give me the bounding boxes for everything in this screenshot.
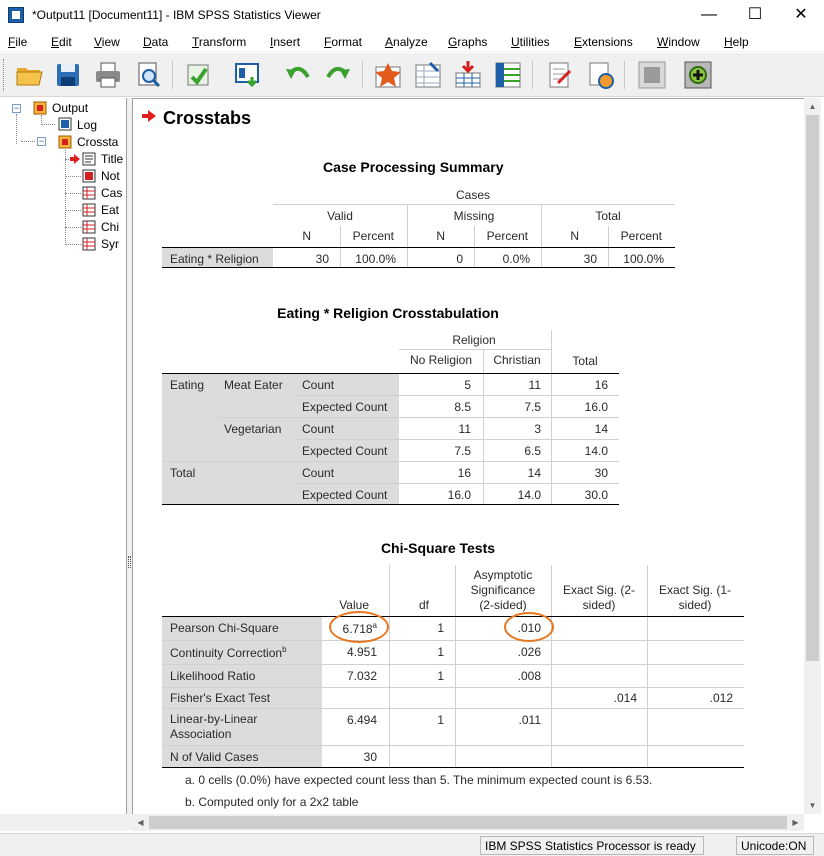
chi-continuity-value: 4.951: [346, 645, 377, 659]
menu-insert[interactable]: Insert: [270, 35, 301, 49]
cps-valid-percent: 100.0%: [355, 252, 396, 266]
vertical-scrollbar[interactable]: [804, 98, 821, 814]
scroll-left-arrow-icon[interactable]: ◀: [137, 818, 144, 827]
chi-continuity-sig: .026: [517, 645, 541, 659]
scroll-right-arrow-icon[interactable]: ▶: [792, 818, 799, 827]
case-summary-icon: [82, 186, 96, 200]
divider: [162, 267, 675, 268]
collapse-crosstabs-icon[interactable]: −: [38, 136, 45, 146]
variables-icon[interactable]: [492, 59, 524, 91]
menu-window[interactable]: Window: [657, 35, 700, 49]
tree-notes[interactable]: Not: [101, 169, 120, 183]
goto-variable-icon[interactable]: [452, 59, 484, 91]
tree-title[interactable]: Title: [101, 152, 124, 166]
cps-cases-header: Cases: [455, 188, 490, 202]
footnote-b: b. Computed only for a 2x2 table: [185, 795, 359, 809]
print-icon[interactable]: [92, 59, 124, 91]
output-pane: [132, 98, 804, 814]
export-icon[interactable]: [182, 59, 214, 91]
chi-exact2-header: Exact Sig. (2-: [562, 583, 636, 597]
crosstab-cell: 14.0: [584, 444, 608, 458]
toolbar-separator: [624, 61, 625, 89]
toolbar-separator: [362, 61, 363, 89]
tree-line: [65, 227, 81, 228]
chi-square-table-icon: [82, 220, 96, 234]
menu-data[interactable]: Data: [143, 35, 169, 49]
splitter-grip[interactable]: [128, 556, 131, 568]
divider: [399, 349, 551, 350]
divider: [296, 439, 619, 440]
status-bar: [0, 833, 824, 856]
chi-fisher-exact2: .014: [613, 691, 637, 705]
footnote-a-marker: a: [372, 621, 377, 630]
log-icon: [58, 117, 72, 131]
vertical-scroll-thumb[interactable]: [806, 115, 819, 661]
crosstab-total-label: Total: [170, 466, 196, 480]
outline-horizontal-scrollbar[interactable]: [0, 814, 127, 831]
chi-pearson-df: 1: [437, 621, 444, 635]
cps-percent-header: Percent: [352, 229, 394, 243]
cps-missing-percent: 0.0%: [502, 252, 530, 266]
highlight-circle-value: [329, 611, 389, 643]
tree-output[interactable]: Output: [52, 101, 89, 115]
crosstab-count-label: Count: [302, 422, 335, 436]
print-preview-icon[interactable]: [132, 59, 164, 91]
chi-exact2-header-2: sided): [582, 598, 616, 612]
chi-significance-header: Significance: [470, 583, 536, 597]
crosstab-cell: 6.5: [524, 444, 541, 458]
menu-bar: [0, 32, 824, 52]
divider: [296, 395, 619, 396]
crosstab-cell: 14: [527, 466, 541, 480]
tree-line: [65, 193, 81, 194]
cps-total-percent: 100.0%: [623, 252, 664, 266]
menu-file[interactable]: File: [8, 35, 28, 49]
close-button[interactable]: ✕: [794, 6, 808, 23]
tree-line: [65, 176, 81, 177]
recall-dialog-icon[interactable]: [232, 59, 264, 91]
outline-pane: [0, 98, 127, 830]
cps-total-n: 30: [583, 252, 597, 266]
tree-case-processing[interactable]: Cas: [101, 186, 123, 200]
cps-title: Case Processing Summary: [323, 159, 504, 175]
divider: [273, 204, 674, 205]
divider: [162, 767, 744, 768]
divider: [162, 504, 619, 505]
crosstab-cell: 7.5: [524, 400, 541, 414]
tree-line: [16, 114, 17, 144]
tree-line: [21, 141, 35, 142]
tree-chi-square[interactable]: Chi: [101, 220, 120, 234]
current-item-arrow-icon: [70, 154, 80, 164]
crosstab-count-label: Count: [302, 378, 335, 392]
footnote-a: a. 0 cells (0.0%) have expected count less than 5. The minimum expected count is 6.53.: [185, 773, 653, 787]
menu-extensions[interactable]: Extensions: [574, 35, 633, 49]
menu-transform[interactable]: Transform: [192, 35, 247, 49]
redo-icon[interactable]: [322, 59, 354, 91]
chi-continuity-df: 1: [437, 645, 444, 659]
divider: [162, 745, 744, 746]
crosstab-cell: 30.0: [584, 488, 608, 502]
chi-likelihood-df: 1: [437, 669, 444, 683]
spss-app-icon: [8, 7, 24, 23]
cps-row-label: Eating * Religion: [170, 252, 259, 266]
highlight-circle-sig: [504, 612, 554, 642]
chi-continuity-label: [170, 645, 287, 660]
crosstab-cell: 30: [594, 466, 608, 480]
goto-case-icon[interactable]: [412, 59, 444, 91]
divider: [162, 708, 744, 709]
goto-data-icon[interactable]: [372, 59, 404, 91]
current-item-arrow-icon: [142, 110, 156, 122]
crosstab-no-religion-header: No Religion: [409, 353, 473, 367]
crosstab-christian-header: Christian: [493, 353, 541, 367]
footnote-b-marker: b: [282, 645, 287, 654]
crosstab-cell: 14: [594, 422, 608, 436]
menu-utilities[interactable]: Utilities: [511, 35, 550, 49]
tree-line: [65, 244, 81, 245]
horizontal-scrollbar[interactable]: [132, 814, 804, 831]
crosstab-expected-label: Expected Count: [302, 400, 388, 414]
tree-line: [41, 115, 42, 125]
crosstabs-book-icon: [58, 135, 72, 149]
crosstab-table-icon: [82, 203, 96, 217]
crosstab-cell: 16: [594, 378, 608, 392]
cps-n-header: N: [436, 229, 445, 243]
chi-fisher-label: Fisher's Exact Test: [170, 691, 271, 705]
collapse-output-icon[interactable]: −: [13, 103, 20, 113]
chi-likelihood-value: 7.032: [346, 669, 377, 683]
processor-status: IBM SPSS Statistics Processor is ready: [480, 836, 704, 855]
cps-n-header: N: [302, 229, 311, 243]
cps-percent-header: Percent: [486, 229, 528, 243]
chi-pearson-value-text: 6.718: [342, 622, 373, 636]
tree-crosstabs[interactable]: Crossta: [77, 135, 119, 149]
crosstab-cell: 3: [534, 422, 541, 436]
crosstab-religion-header: Religion: [452, 333, 496, 347]
chi-square-title: Chi-Square Tests: [380, 540, 496, 556]
crosstab-cell: 16.0: [447, 488, 471, 502]
divider: [647, 565, 648, 767]
chi-fisher-exact1: .012: [709, 691, 733, 705]
cps-valid-header: Valid: [327, 209, 353, 223]
designate-window-icon[interactable]: [544, 59, 576, 91]
crosstab-expected-label: Expected Count: [302, 488, 388, 502]
symmetric-measures-icon: [82, 237, 96, 251]
title-bar: [0, 0, 824, 32]
crosstab-expected-label: Expected Count: [302, 444, 388, 458]
crosstab-meat-eater-label: Meat Eater: [224, 378, 283, 392]
open-folder-icon[interactable]: [14, 59, 46, 91]
tree-eating-crosstab[interactable]: Eat: [101, 203, 120, 217]
divider: [551, 565, 552, 767]
menu-analyze[interactable]: Analyze: [385, 35, 428, 49]
menu-help[interactable]: Help: [724, 35, 749, 49]
crosstab-cell: 14.0: [517, 488, 541, 502]
tree-line: [65, 150, 66, 245]
chi-exact1-header-2: sided): [678, 598, 712, 612]
horizontal-scroll-thumb[interactable]: [149, 816, 787, 829]
promote-icon[interactable]: [584, 59, 616, 91]
maximize-button[interactable]: ☐: [747, 6, 763, 23]
crosstab-cell: 16: [457, 466, 471, 480]
menu-view[interactable]: View: [94, 35, 120, 49]
divider: [389, 565, 390, 767]
unicode-status: Unicode:ON: [736, 836, 814, 855]
toolbar-separator: [532, 61, 533, 89]
crosstab-cell: 7.5: [454, 444, 471, 458]
insert-output-icon[interactable]: [682, 59, 714, 91]
chi-likelihood-sig: .008: [517, 669, 541, 683]
chi-nvalid-value: 30: [363, 750, 377, 764]
minimize-button[interactable]: —: [701, 6, 717, 23]
chi-asymptotic-header: Asymptotic: [473, 568, 533, 582]
chi-likelihood-label: Likelihood Ratio: [170, 669, 256, 683]
chi-df-header: df: [418, 598, 429, 612]
crosstab-count-label: Count: [302, 466, 335, 480]
crosstab-cell: 11: [458, 422, 471, 436]
chi-nvalid-label: N of Valid Cases: [170, 750, 259, 764]
crosstab-vegetarian-label: Vegetarian: [224, 422, 282, 436]
cps-n-header: N: [570, 229, 579, 243]
tree-line: [41, 124, 55, 125]
output-book-icon: [33, 101, 47, 115]
cps-valid-n: 30: [315, 252, 329, 266]
toolbar-grip[interactable]: [3, 59, 6, 91]
tree-line: [65, 210, 81, 211]
crosstab-cell: 8.5: [454, 400, 471, 414]
chi-continuity-text: Continuity Correction: [170, 646, 283, 660]
scroll-down-arrow-icon[interactable]: ▼: [808, 801, 817, 810]
chi-linear-label: Linear-by-Linear: [170, 712, 258, 726]
notes-item-icon: [82, 169, 96, 183]
divider: [296, 483, 619, 484]
divider: [162, 664, 744, 665]
chi-linear-value: 6.494: [346, 713, 377, 727]
crosstab-eating-label: Eating: [170, 378, 205, 392]
undo-icon[interactable]: [282, 59, 314, 91]
chi-linear-label-2: Association: [170, 727, 232, 741]
tree-log[interactable]: Log: [77, 118, 98, 132]
scroll-up-arrow-icon[interactable]: ▲: [808, 102, 817, 111]
divider: [162, 461, 619, 462]
chi-value-header: Value: [339, 598, 369, 612]
cps-percent-header: Percent: [620, 229, 662, 243]
toolbar-separator: [172, 61, 173, 89]
page-title: Crosstabs: [163, 108, 252, 128]
window-title: *Output11 [Document11] - IBM SPSS Statistics Viewer: [32, 8, 321, 22]
crosstab-total-header: Total: [572, 354, 598, 368]
menu-format[interactable]: Format: [324, 35, 363, 49]
chi-linear-df: 1: [437, 713, 444, 727]
chi-pearson-label: Pearson Chi-Square: [170, 621, 279, 635]
title-item-icon: [82, 152, 96, 166]
cps-total-header: Total: [595, 209, 621, 223]
save-icon[interactable]: [52, 59, 84, 91]
crosstab-cell: 5: [464, 378, 471, 392]
menu-graphs[interactable]: Graphs: [448, 35, 488, 49]
chi-pearson-sig: .010: [517, 621, 541, 635]
chi-linear-sig: .011: [518, 713, 541, 727]
menu-edit[interactable]: Edit: [51, 35, 72, 49]
divider: [455, 565, 456, 767]
crosstab-cell: 16.0: [584, 400, 608, 414]
cps-missing-header: Missing: [453, 209, 495, 223]
divider: [162, 687, 744, 688]
crosstab-title: Eating * Religion Crosstabulation: [277, 305, 499, 321]
crosstab-cell: 11: [528, 378, 541, 392]
cps-missing-n: 0: [456, 252, 463, 266]
tree-symmetric-measures[interactable]: Syr: [101, 237, 119, 251]
toolbar: [0, 53, 824, 97]
demote-icon[interactable]: [636, 59, 668, 91]
chi-exact1-header: Exact Sig. (1-: [658, 583, 732, 597]
divider: [218, 417, 619, 418]
chi-2sided-header: (2-sided): [479, 598, 527, 612]
divider: [162, 640, 744, 641]
